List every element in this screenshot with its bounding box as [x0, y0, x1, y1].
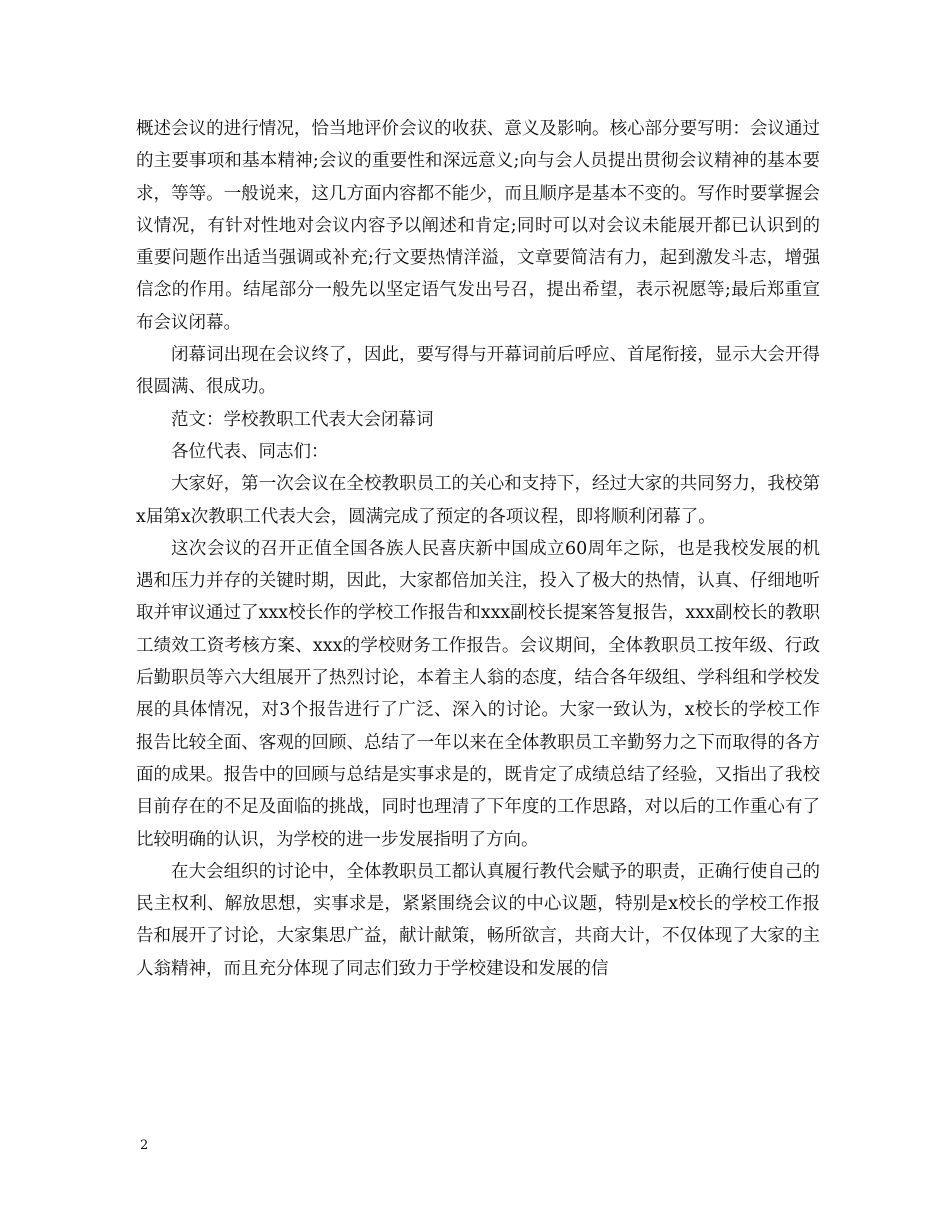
paragraph-6: 这次会议的召开正值全国各族人民喜庆新中国成立60周年之际，也是我校发展的机遇和压力并存的关键时期，因此，大家都倍加关注，投入了极大的热情，认真、仔细地听取并审议通过了xxx校长作的学校工作报告和xxx副校长提案答复报告，xxx副校长的教职工绩效工资考核方案、xxx的学校财务工作报告。会议期间，全体教职员工按年级、行政后勤职员等六大组展开了热烈讨论，本着主人翁的态度，结合各年级组、学科组和学校发展的具体情况，对3个报告进行了广泛、深入的讨论。大家一致认为，x校长的学校工作报告比较全面、客观的回顾、总结了一年以来在全体教职员工辛勤努力之下而取得的各方面的成果。报告中的回顾与总结是实事求是的，既肯定了成绩总结了经验，又指出了我校目前存在的不足及面临的挑战，同时也理清了下年度的工作思路，对以后的工作重心有了比较明确的认识，为学校的进一步发展指明了方向。 — [136, 538, 820, 850]
paragraph-5: 大家好，第一次会议在全校教职员工的关心和支持下，经过大家的共同努力，我校第x届第x次教职工代表大会，圆满完成了预定的各项议程，即将顺利闭幕了。 — [136, 474, 820, 527]
page-number: 2 — [140, 1138, 149, 1153]
paragraph-1: 概述会议的进行情况，恰当地评价会议的收获、意义及影响。核心部分要写明：会议通过的主要事项和基本精神;会议的重要性和深远意义;向与会人员提出贯彻会议精神的基本要求，等等。一般说来，这几方面内容都不能少，而且顺序是基本不变的。写作时要掌握会议情况，有针对性地对会议内容予以阐述和肯定;同时可以对会议未能展开都已认识到的重要问题作出适当强调或补充;行文要热情洋溢，文章要简洁有力，起到激发斗志，增强信念的作用。结尾部分一般先以坚定语气发出号召，提出希望，表示祝愿等;最后郑重宣布会议闭幕。 — [136, 119, 820, 333]
sample-title: 范文：学校教职工代表大会闭幕词 — [171, 409, 434, 430]
paragraph-2: 闭幕词出现在会议终了，因此，要写得与开幕词前后呼应、首尾衔接，显示大会开得很圆满、很成功。 — [136, 345, 820, 398]
salutation: 各位代表、同志们： — [171, 441, 329, 462]
document-body — [136, 113, 820, 985]
paragraph-7: 在大会组织的讨论中，全体教职员工都认真履行教代会赋予的职责，正确行使自己的民主权利、解放思想，实事求是，紧紧围绕会议的中心议题，特别是x校长的学校工作报告和展开了讨论，大家集思广益，献计献策，畅所欲言，共商大计，不仅体现了大家的主人翁精神，而且充分体现了同志们致力于学校建设和发展的信 — [136, 861, 820, 979]
